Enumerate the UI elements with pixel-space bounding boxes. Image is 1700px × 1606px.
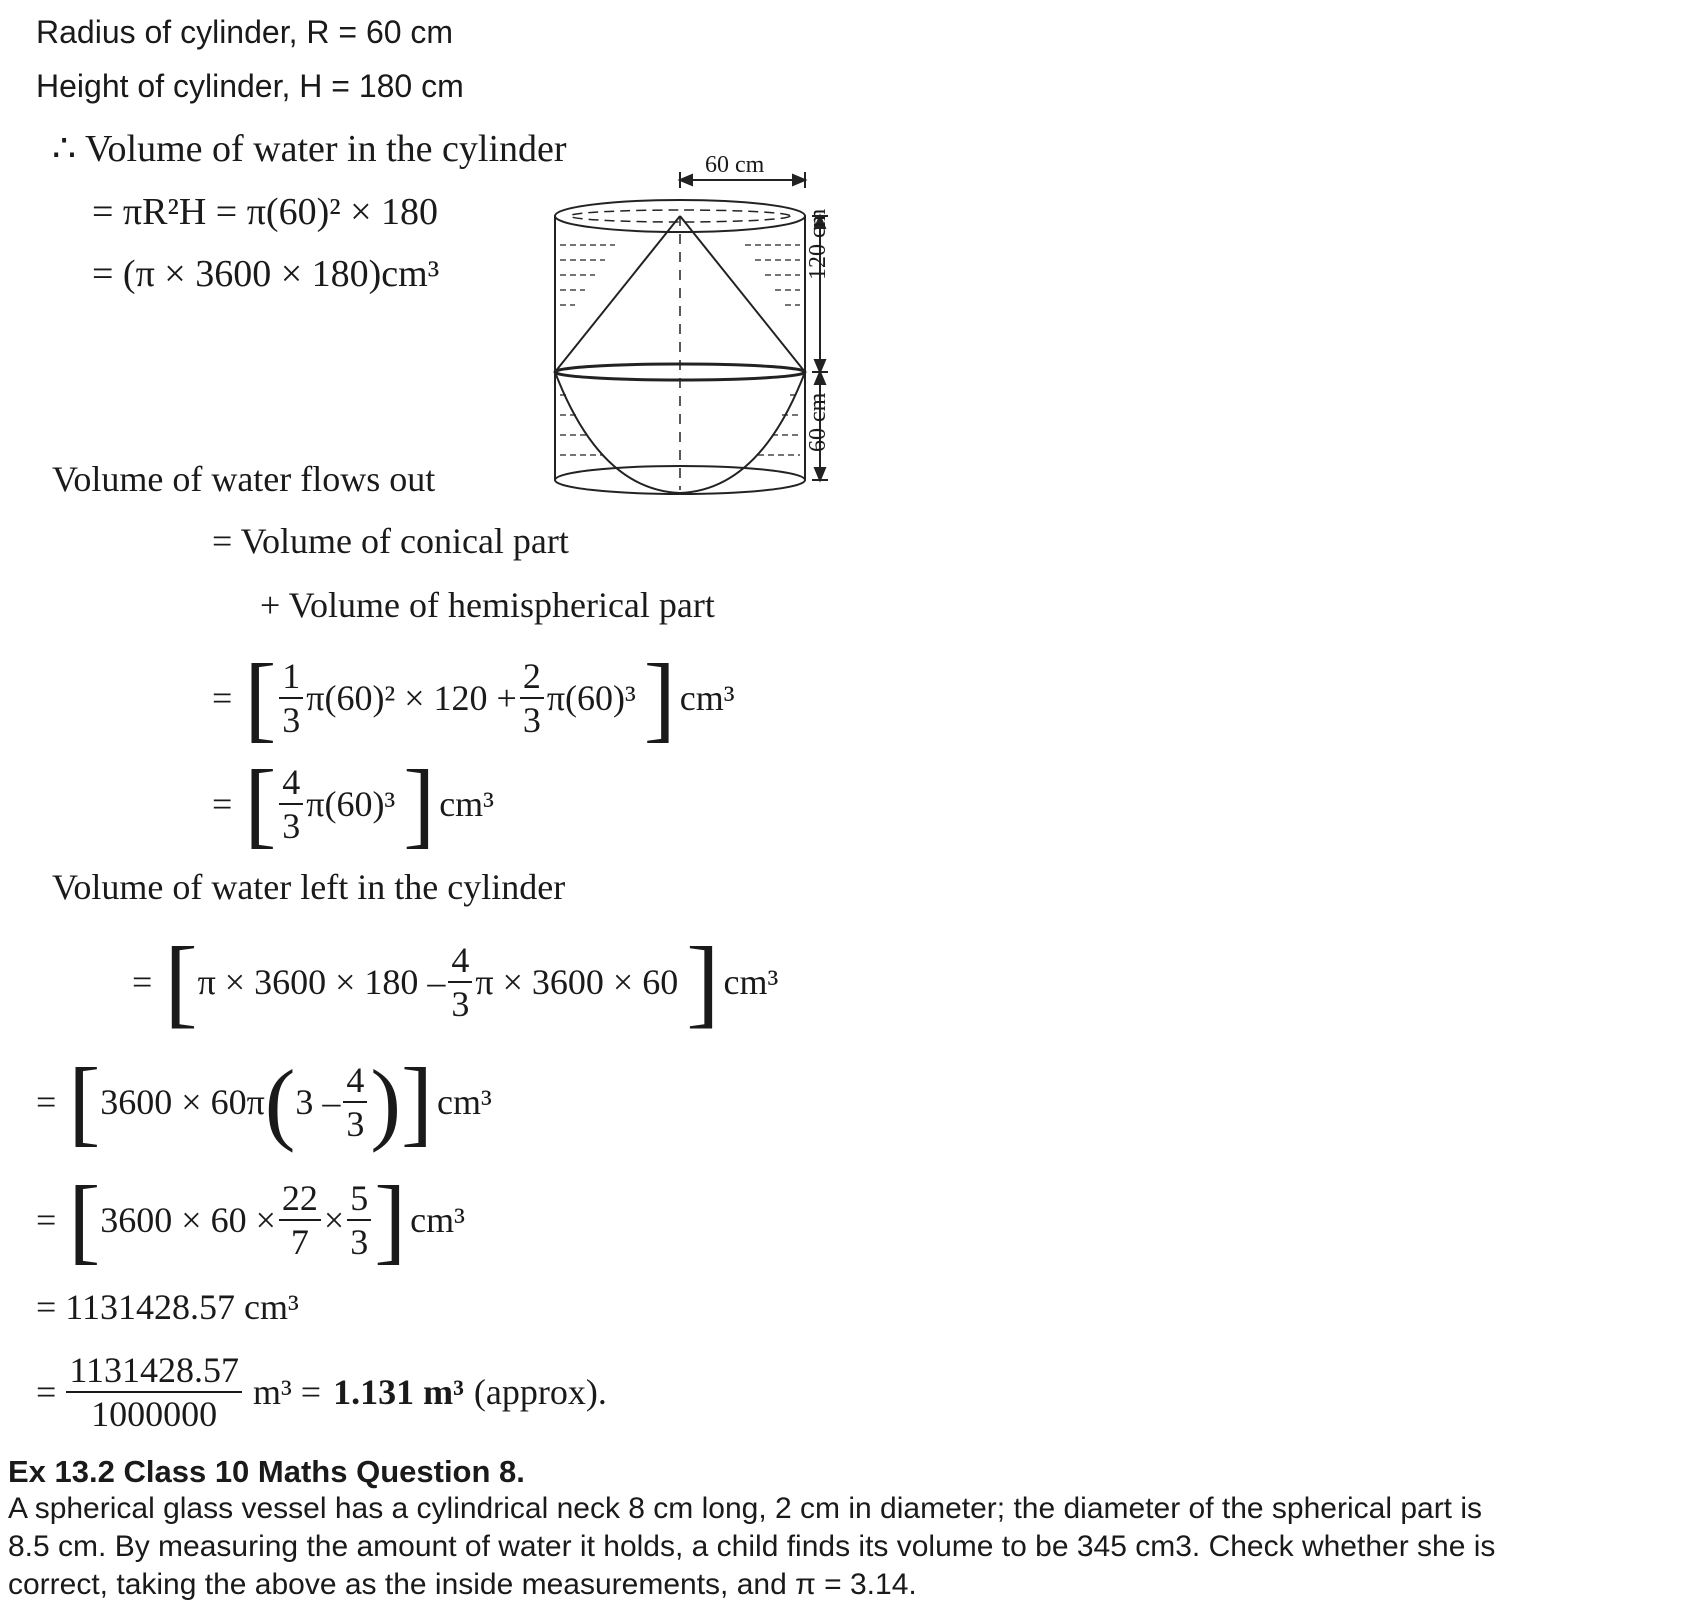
left-paren-icon: ( xyxy=(264,1051,296,1153)
left-bracket-icon: [ xyxy=(164,926,198,1037)
left-equation5 xyxy=(36,1352,607,1432)
left-equation4: = 1131428.57 cm³ xyxy=(36,1287,299,1327)
left-equation1 xyxy=(132,926,779,1037)
height-line: Height of cylinder, H = 180 cm xyxy=(36,68,464,104)
unit: cm³ xyxy=(439,784,494,824)
volume-cylinder-heading: ∴ Volume of water in the cylinder xyxy=(52,128,567,170)
flows-out-equation2 xyxy=(212,750,494,857)
question-line1: A spherical glass vessel has a cylindrical neck 8 cm long, 2 cm in diameter; the diameter of the spherical part is xyxy=(8,1492,1483,1525)
volume-cylinder-step2: = (π × 3600 × 180)cm³ xyxy=(92,253,440,295)
fraction: $\frac{1}{3}$ xyxy=(279,658,303,738)
left-equation2 xyxy=(36,1048,492,1155)
term-sphere: π(60)³ xyxy=(306,784,396,824)
figure-top-label: 60 cm xyxy=(705,152,765,178)
fraction: $\frac{4}{3}$ xyxy=(279,764,303,844)
times-sign: × xyxy=(323,1200,345,1240)
right-bracket-icon: ] xyxy=(643,644,676,751)
term-hemisphere: π(60)³ xyxy=(546,678,636,718)
cone-right-edge xyxy=(680,216,805,372)
water-hatch-left xyxy=(560,245,615,455)
term-a: 3600 × 60π xyxy=(100,1082,265,1122)
unit: m³ = xyxy=(252,1372,322,1412)
water-hatch-right xyxy=(745,245,800,455)
equals-sign: = xyxy=(212,678,233,718)
flows-out-heading: Volume of water flows out xyxy=(52,459,436,499)
term-b: π × 3600 × 60 xyxy=(475,962,679,1002)
equals-sign: = xyxy=(36,1200,57,1240)
fraction: $\frac{5}{3}$ xyxy=(347,1180,371,1260)
volume-cylinder-step1: = πR²H = π(60)² × 180 xyxy=(92,191,439,233)
left-heading: Volume of water left in the cylinder xyxy=(52,867,566,907)
left-bracket-icon: [ xyxy=(68,1048,101,1155)
final-answer: 1.131 m³ xyxy=(333,1372,464,1412)
fraction: $\frac{22}{7}$ xyxy=(279,1180,321,1260)
cone-left-edge xyxy=(555,216,680,372)
fraction: $\frac{1131428.57}{1000000}$ xyxy=(66,1352,242,1432)
question-line3: correct, taking the above as the inside measurements, and π = 3.14. xyxy=(8,1568,917,1601)
equals-sign: = xyxy=(132,962,153,1002)
term-b: 3 – xyxy=(295,1082,341,1122)
right-bracket-icon: ] xyxy=(401,1048,434,1155)
left-bracket-icon: [ xyxy=(244,750,277,857)
right-bracket-icon: ] xyxy=(403,750,436,857)
equals-sign: = xyxy=(212,784,233,824)
radius-line: Radius of cylinder, R = 60 cm xyxy=(36,14,454,50)
left-equation3 xyxy=(36,1166,465,1273)
question-line2: 8.5 cm. By measuring the amount of water it holds, a child finds its volume to be 345 cm3. Check whether she is xyxy=(8,1530,1496,1563)
question-title: Ex 13.2 Class 10 Maths Question 8. xyxy=(8,1454,525,1489)
fraction: $\frac{4}{3}$ xyxy=(448,942,472,1022)
term-a: π × 3600 × 180 – xyxy=(197,962,446,1002)
unit: cm³ xyxy=(723,962,779,1002)
flows-out-equation1 xyxy=(212,644,735,751)
equals-sign: = xyxy=(36,1082,57,1122)
flows-out-line1: = Volume of conical part xyxy=(212,521,569,561)
unit: cm³ xyxy=(410,1200,465,1240)
fraction: $\frac{2}{3}$ xyxy=(520,658,544,738)
right-bracket-icon: ] xyxy=(374,1166,407,1273)
right-paren-icon: ) xyxy=(370,1051,402,1153)
approx-label: (approx). xyxy=(473,1372,607,1412)
left-bracket-icon: [ xyxy=(244,644,277,751)
figure-side-label-lower: 60 cm xyxy=(805,392,831,452)
term-cone: π(60)² × 120 + xyxy=(306,678,517,718)
term-a: 3600 × 60 × xyxy=(100,1200,276,1240)
figure-side-label-upper: 120 cm xyxy=(805,208,831,280)
flows-out-line2: + Volume of hemispherical part xyxy=(260,585,715,625)
unit: cm³ xyxy=(679,678,735,718)
fraction: $\frac{4}{3}$ xyxy=(343,1062,367,1142)
unit: cm³ xyxy=(437,1082,492,1122)
equals-sign: = xyxy=(36,1372,57,1412)
left-bracket-icon: [ xyxy=(68,1166,101,1273)
right-bracket-icon: ] xyxy=(686,926,720,1037)
